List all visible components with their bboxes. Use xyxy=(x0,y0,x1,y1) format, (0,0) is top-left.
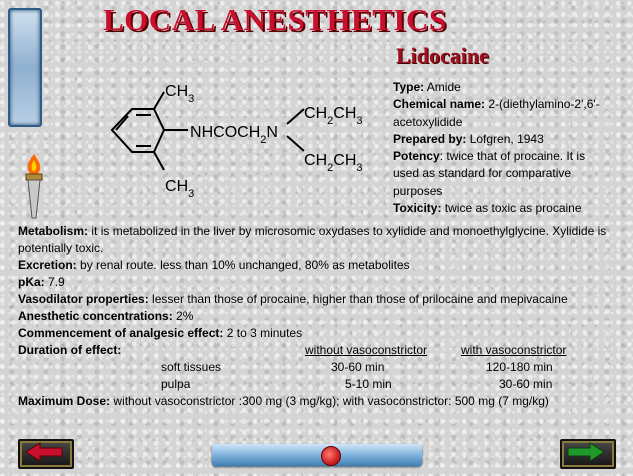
table-row xyxy=(18,359,628,376)
duration-without: 5-10 min xyxy=(345,377,392,391)
page-title: LOCAL ANESTHETICS xyxy=(103,2,447,37)
concentration-value: 2% xyxy=(176,309,194,323)
onset-value: 2 to 3 minutes xyxy=(226,326,303,340)
tissue-name: soft tissues xyxy=(161,360,222,374)
excretion-value: by renal route. less than 10% unchanged, 80% as metabolites xyxy=(80,258,410,272)
amide-chain: $NHCOCH_2N$ xyxy=(190,124,278,146)
methyl-bottom: $CH_3$ xyxy=(165,178,195,200)
decorative-plaque-icon xyxy=(8,8,42,127)
column-with-vasoconstrictor: with vasoconstrictor xyxy=(461,343,567,357)
prepared-by-label: Prepared by: xyxy=(393,131,467,146)
lidocaine-structure xyxy=(92,74,380,202)
duration-header-row xyxy=(18,342,628,359)
forward-button[interactable] xyxy=(560,439,616,469)
metabolism-label: Metabolism: xyxy=(18,224,89,238)
max-dose-label: Maximum Dose: xyxy=(18,394,111,408)
potency-value: : twice that of procaine. It is used as standard for comparative purposes xyxy=(393,149,586,198)
toxicity-label: Toxicity: xyxy=(393,201,442,216)
concentration-label: Anesthetic concentrations: xyxy=(18,309,173,323)
excretion-label: Excretion: xyxy=(18,258,77,272)
duration-label: Duration of effect: xyxy=(18,343,122,357)
type-value: Amide xyxy=(426,80,461,94)
torch-icon xyxy=(20,152,48,222)
max-dose-value: without vasoconstrictor :300 mg (3 mg/kg); with vasoconstrictor: 500 mg (7 mg/kg) xyxy=(113,394,549,408)
pka-value: 7.9 xyxy=(48,275,65,289)
metabolism-value: it is metabolized in the liver by microsomic oxydases to xylidide and monoethylglycine. Xylidide is potentially toxic. xyxy=(18,224,607,255)
onset-label: Commencement of analgesic effect: xyxy=(18,326,224,340)
chemical-name-value: 2-(diethylamino-2',6'-acetoxylidide xyxy=(393,97,600,129)
drug-details xyxy=(18,223,628,410)
column-without-vasoconstrictor: without vasoconstrictor xyxy=(305,343,428,357)
toxicity-value: twice as toxic as procaine xyxy=(444,201,582,216)
vasodilator-label: Vasodilator properties: xyxy=(18,292,149,306)
duration-with: 120-180 min xyxy=(486,360,553,374)
right-arrow-icon xyxy=(562,441,610,463)
vasodilator-value: lesser than those of procaine, higher than those of prilocaine and mepivacaine xyxy=(152,292,568,306)
left-arrow-icon xyxy=(20,441,68,463)
back-button[interactable] xyxy=(18,439,74,469)
drug-name: Lidocaine xyxy=(396,43,489,68)
methyl-top: $CH_3$ xyxy=(165,83,195,105)
prepared-by-value: Lofgren, 1943 xyxy=(469,131,544,146)
chemical-name-label: Chemical name: xyxy=(393,97,486,112)
table-row xyxy=(18,376,628,393)
ethyl-top: $CH_2CH_3$ xyxy=(304,105,363,127)
potency-label: Potency xyxy=(393,149,440,164)
type-label: Type: xyxy=(393,80,425,94)
pka-label: pKa: xyxy=(18,275,45,289)
home-bar xyxy=(212,444,422,466)
duration-without: 30-60 min xyxy=(331,360,385,374)
drug-summary xyxy=(393,79,603,217)
home-button[interactable] xyxy=(321,446,341,466)
duration-with: 30-60 min xyxy=(499,377,553,391)
tissue-name: pulpa xyxy=(161,377,191,391)
ethyl-bottom: $CH_2CH_3$ xyxy=(304,152,363,174)
